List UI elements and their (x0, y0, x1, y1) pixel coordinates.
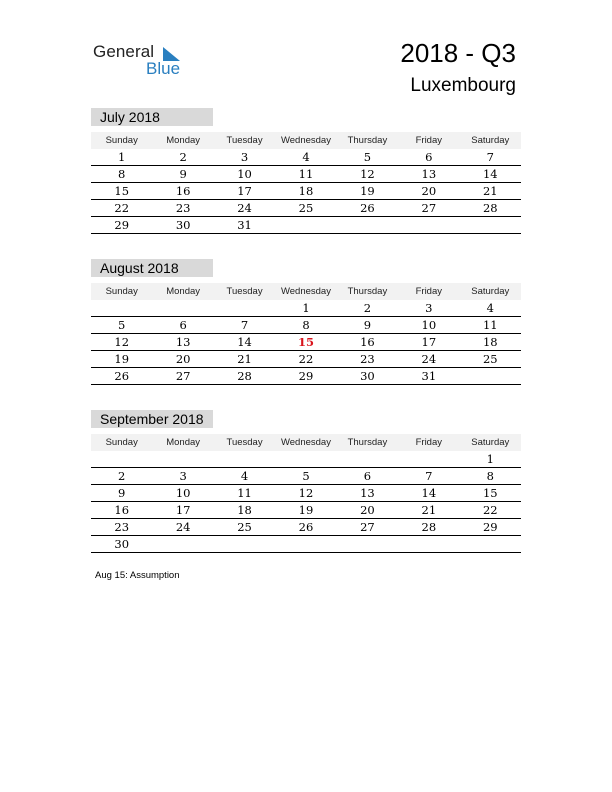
empty-day-cell (152, 536, 213, 553)
day-cell: 16 (337, 334, 398, 351)
week-row (91, 200, 521, 217)
weekday-header: Friday (398, 283, 459, 300)
day-cell: 17 (214, 183, 275, 200)
day-cell: 14 (214, 334, 275, 351)
day-cell: 12 (275, 485, 336, 502)
week-row (91, 351, 521, 368)
day-cell: 3 (152, 468, 213, 485)
empty-day-cell (337, 451, 398, 468)
weekday-header: Sunday (91, 283, 152, 300)
month-label: July 2018 (91, 108, 213, 126)
empty-day-cell (91, 300, 152, 317)
day-cell: 3 (398, 300, 459, 317)
empty-day-cell (214, 451, 275, 468)
empty-day-cell (398, 217, 459, 234)
page-title: 2018 - Q3 (400, 38, 516, 68)
weekday-header: Thursday (337, 132, 398, 149)
day-cell: 6 (152, 317, 213, 334)
day-cell: 14 (398, 485, 459, 502)
day-cell: 1 (275, 300, 336, 317)
day-cell: 10 (152, 485, 213, 502)
day-cell: 30 (152, 217, 213, 234)
week-row (91, 485, 521, 502)
day-cell: 30 (91, 536, 152, 553)
week-row (91, 317, 521, 334)
weekday-header: Saturday (460, 434, 521, 451)
day-cell: 9 (91, 485, 152, 502)
calendar-table (91, 283, 521, 385)
day-cell: 23 (152, 200, 213, 217)
day-cell: 3 (214, 149, 275, 166)
week-row (91, 334, 521, 351)
day-cell: 10 (214, 166, 275, 183)
weekday-header: Sunday (91, 434, 152, 451)
weekday-header: Friday (398, 132, 459, 149)
day-cell: 1 (91, 149, 152, 166)
weekday-header: Tuesday (214, 283, 275, 300)
holiday-note: Aug 15: Assumption (95, 570, 180, 581)
week-row (91, 149, 521, 166)
day-cell: 19 (337, 183, 398, 200)
day-cell: 30 (337, 368, 398, 385)
day-cell: 26 (91, 368, 152, 385)
logo-blue: Blue (146, 59, 181, 78)
day-cell: 18 (214, 502, 275, 519)
empty-day-cell (337, 536, 398, 553)
day-cell: 22 (460, 502, 521, 519)
empty-day-cell (214, 536, 275, 553)
day-cell: 4 (460, 300, 521, 317)
day-cell: 18 (275, 183, 336, 200)
day-cell: 12 (337, 166, 398, 183)
day-cell: 31 (214, 217, 275, 234)
day-cell: 5 (337, 149, 398, 166)
month-july (91, 108, 521, 234)
page-subtitle: Luxembourg (410, 75, 516, 96)
weekday-header: Thursday (337, 434, 398, 451)
day-cell: 29 (275, 368, 336, 385)
day-cell: 11 (460, 317, 521, 334)
day-cell: 13 (337, 485, 398, 502)
empty-day-cell (460, 217, 521, 234)
weekday-header: Tuesday (214, 132, 275, 149)
day-cell: 25 (460, 351, 521, 368)
day-cell: 11 (214, 485, 275, 502)
day-cell: 26 (337, 200, 398, 217)
day-cell: 2 (91, 468, 152, 485)
day-cell: 25 (214, 519, 275, 536)
day-cell: 8 (275, 317, 336, 334)
empty-day-cell (337, 217, 398, 234)
week-row (91, 536, 521, 553)
day-cell: 29 (460, 519, 521, 536)
day-cell: 15 (460, 485, 521, 502)
day-cell: 7 (214, 317, 275, 334)
weekday-header: Wednesday (275, 132, 336, 149)
month-label: August 2018 (91, 259, 213, 277)
weekday-header: Thursday (337, 283, 398, 300)
calendar-table (91, 132, 521, 234)
day-cell: 7 (398, 468, 459, 485)
day-cell: 7 (460, 149, 521, 166)
week-row (91, 451, 521, 468)
day-cell: 24 (398, 351, 459, 368)
weekday-header: Wednesday (275, 283, 336, 300)
empty-day-cell (460, 536, 521, 553)
weekday-header-row (91, 283, 521, 300)
empty-day-cell (275, 451, 336, 468)
empty-day-cell (275, 536, 336, 553)
weekday-header-row (91, 434, 521, 451)
day-cell: 8 (460, 468, 521, 485)
day-cell: 2 (337, 300, 398, 317)
day-cell: 10 (398, 317, 459, 334)
day-cell: 27 (152, 368, 213, 385)
week-row (91, 183, 521, 200)
day-cell: 12 (91, 334, 152, 351)
week-row (91, 300, 521, 317)
day-cell: 16 (91, 502, 152, 519)
weekday-header: Monday (152, 283, 213, 300)
day-cell: 13 (152, 334, 213, 351)
day-cell: 26 (275, 519, 336, 536)
day-cell: 2 (152, 149, 213, 166)
calendar-table (91, 434, 521, 553)
weekday-header: Saturday (460, 132, 521, 149)
week-row (91, 368, 521, 385)
day-cell: 5 (275, 468, 336, 485)
day-cell: 18 (460, 334, 521, 351)
weekday-header: Monday (152, 132, 213, 149)
weekday-header: Saturday (460, 283, 521, 300)
day-cell: 11 (275, 166, 336, 183)
empty-day-cell (91, 451, 152, 468)
empty-day-cell (460, 368, 521, 385)
day-cell: 28 (398, 519, 459, 536)
day-cell: 25 (275, 200, 336, 217)
day-cell: 4 (275, 149, 336, 166)
weekday-header: Wednesday (275, 434, 336, 451)
day-cell: 21 (398, 502, 459, 519)
day-cell: 9 (337, 317, 398, 334)
empty-day-cell (214, 300, 275, 317)
week-row (91, 166, 521, 183)
month-august (91, 259, 521, 385)
day-cell: 6 (398, 149, 459, 166)
week-row (91, 468, 521, 485)
day-cell: 28 (214, 368, 275, 385)
day-cell: 22 (91, 200, 152, 217)
weekday-header: Sunday (91, 132, 152, 149)
weekday-header-row (91, 132, 521, 149)
day-cell: 19 (275, 502, 336, 519)
weekday-header: Friday (398, 434, 459, 451)
day-cell: 19 (91, 351, 152, 368)
weekday-header: Tuesday (214, 434, 275, 451)
day-cell: 16 (152, 183, 213, 200)
day-cell: 6 (337, 468, 398, 485)
day-cell: 29 (91, 217, 152, 234)
logo-general: General (93, 42, 155, 61)
day-cell: 27 (398, 200, 459, 217)
day-cell: 27 (337, 519, 398, 536)
day-cell: 23 (337, 351, 398, 368)
day-cell: 9 (152, 166, 213, 183)
empty-day-cell (398, 451, 459, 468)
day-cell: 22 (275, 351, 336, 368)
week-row (91, 519, 521, 536)
day-cell: 8 (91, 166, 152, 183)
day-cell: 5 (91, 317, 152, 334)
day-cell: 20 (398, 183, 459, 200)
day-cell: 20 (337, 502, 398, 519)
day-cell: 15 (91, 183, 152, 200)
logo (93, 42, 193, 78)
day-cell: 14 (460, 166, 521, 183)
empty-day-cell (275, 217, 336, 234)
day-cell: 28 (460, 200, 521, 217)
day-cell: 21 (214, 351, 275, 368)
day-cell: 24 (214, 200, 275, 217)
day-cell: 1 (460, 451, 521, 468)
month-label: September 2018 (91, 410, 213, 428)
day-cell: 13 (398, 166, 459, 183)
empty-day-cell (152, 451, 213, 468)
weekday-header: Monday (152, 434, 213, 451)
week-row (91, 502, 521, 519)
week-row (91, 217, 521, 234)
day-cell: 20 (152, 351, 213, 368)
day-cell: 17 (152, 502, 213, 519)
day-cell: 21 (460, 183, 521, 200)
empty-day-cell (152, 300, 213, 317)
day-cell: 17 (398, 334, 459, 351)
empty-day-cell (398, 536, 459, 553)
holiday-day-cell: 15 (275, 334, 336, 351)
day-cell: 24 (152, 519, 213, 536)
month-september (91, 410, 521, 553)
day-cell: 23 (91, 519, 152, 536)
day-cell: 31 (398, 368, 459, 385)
day-cell: 4 (214, 468, 275, 485)
